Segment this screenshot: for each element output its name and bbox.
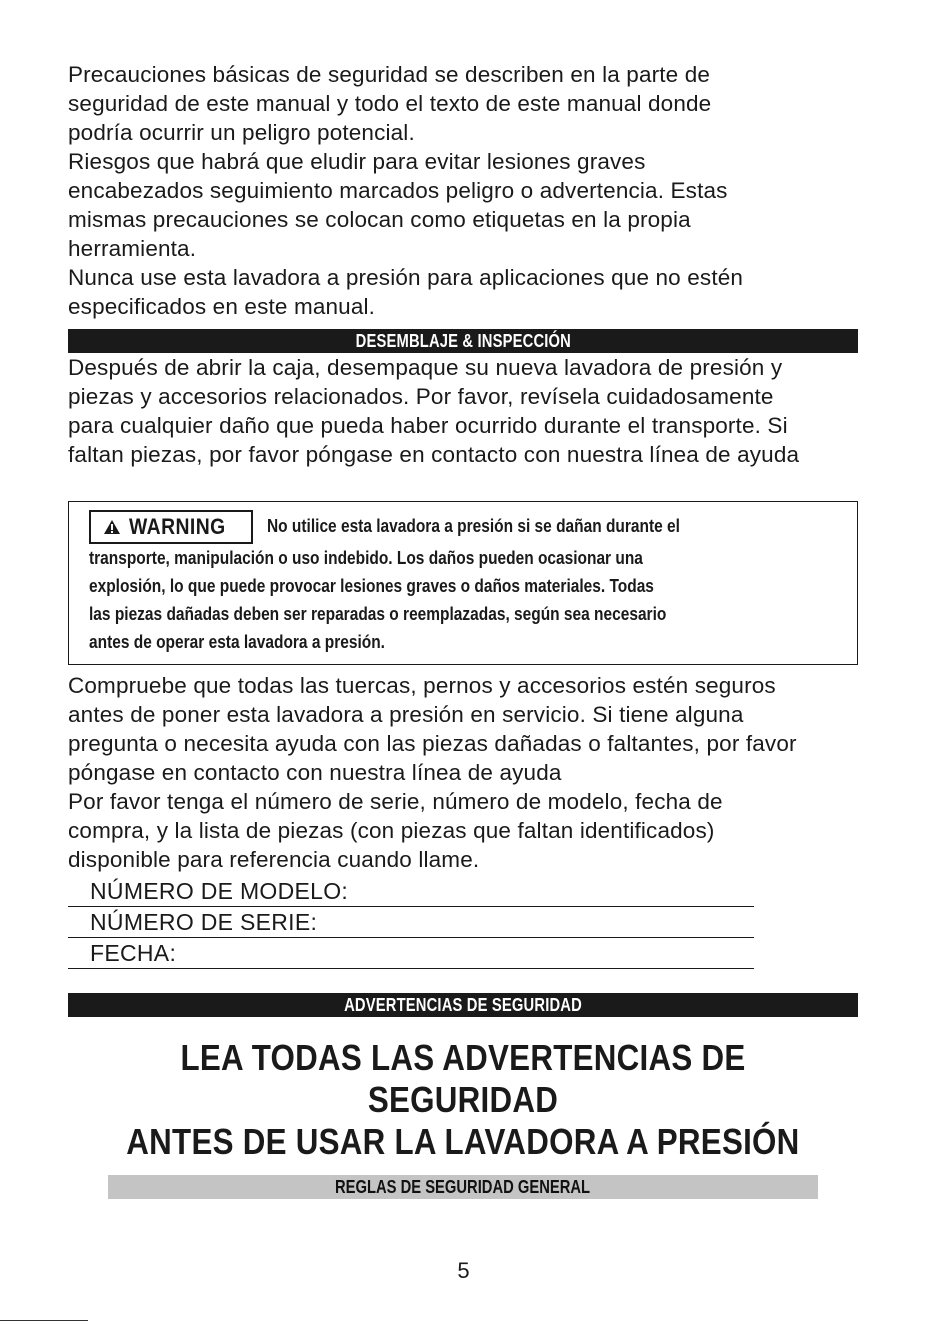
warning-line: transporte, manipulación o uso indebido. Los daños pueden ocasionar una <box>89 548 643 568</box>
unpacking-line: Después de abrir la caja, desempaque su nueva lavadora de presión y <box>68 355 783 380</box>
check-line: Por favor tenga el número de serie, número de modelo, fecha de <box>68 789 723 814</box>
intro-line: herramienta. <box>68 236 197 261</box>
intro-line: Precauciones básicas de seguridad se describen en la parte de <box>68 62 711 87</box>
section-heading-safety: ADVERTENCIAS DE SEGURIDAD <box>68 993 858 1017</box>
unpacking-paragraph <box>68 353 858 469</box>
intro-line: especificados en este manual. <box>68 294 376 319</box>
warning-line: las piezas dañadas deben ser reparadas o reemplazadas, según sea necesario <box>89 604 667 624</box>
warning-triangle-icon <box>103 519 121 535</box>
section-subheading-general-rules: REGLAS DE SEGURIDAD GENERAL <box>108 1175 818 1199</box>
check-line: disponible para referencia cuando llame. <box>68 847 480 872</box>
check-line: Compruebe que todas las tuercas, pernos y accesorios estén seguros <box>68 673 776 698</box>
footer-divider <box>0 1320 88 1321</box>
check-line: antes de poner esta lavadora a presión en servicio. Si tiene alguna <box>68 702 744 727</box>
warning-line: antes de operar esta lavadora a presión. <box>89 632 385 652</box>
check-line: pregunta o necesita ayuda con las piezas dañadas o faltantes, por favor <box>68 731 797 756</box>
intro-line: podría ocurrir un peligro potencial. <box>68 120 415 145</box>
intro-line: mismas precauciones se colocan como etiquetas en la propia <box>68 207 691 232</box>
safety-headline-line: LEA TODAS LAS ADVERTENCIAS DE SEGURIDAD <box>180 1037 746 1120</box>
unpacking-line: faltan piezas, por favor póngase en contacto con nuestra línea de ayuda <box>68 442 800 467</box>
intro-line: seguridad de este manual y todo el texto de este manual donde <box>68 91 712 116</box>
warning-line: explosión, lo que puede provocar lesiones graves o daños materiales. Todas <box>89 576 654 596</box>
check-paragraph <box>68 671 858 874</box>
record-fields <box>68 876 858 969</box>
manual-page <box>68 60 858 1199</box>
check-line: póngase en contacto con nuestra línea de ayuda <box>68 760 562 785</box>
safety-headline <box>68 1037 858 1163</box>
model-number-field: NÚMERO DE MODELO: <box>68 876 754 907</box>
intro-paragraph <box>68 60 858 321</box>
intro-line: encabezados seguimiento marcados peligro o advertencia. Estas <box>68 178 728 203</box>
date-field: FECHA: <box>68 938 754 969</box>
warning-first-line: No utilice esta lavadora a presión si se dañan durante el <box>266 515 680 536</box>
safety-headline-line: ANTES DE USAR LA LAVADORA A PRESIÓN <box>126 1121 800 1162</box>
check-line: compra, y la lista de piezas (con piezas que faltan identificados) <box>68 818 715 843</box>
intro-line: Nunca use esta lavadora a presión para aplicaciones que no estén <box>68 265 744 290</box>
serial-number-field: NÚMERO DE SERIE: <box>68 907 754 938</box>
warning-box <box>68 501 858 665</box>
intro-line: Riesgos que habrá que eludir para evitar lesiones graves <box>68 149 646 174</box>
unpacking-line: piezas y accesorios relacionados. Por favor, revísela cuidadosamente <box>68 384 774 409</box>
unpacking-line: para cualquier daño que pueda haber ocurrido durante el transporte. Si <box>68 413 788 438</box>
page-number: 5 <box>457 1258 470 1283</box>
warning-label: WARNING <box>89 510 253 544</box>
section-heading-unpacking: DESEMBLAJE & INSPECCIÓN <box>68 329 858 353</box>
